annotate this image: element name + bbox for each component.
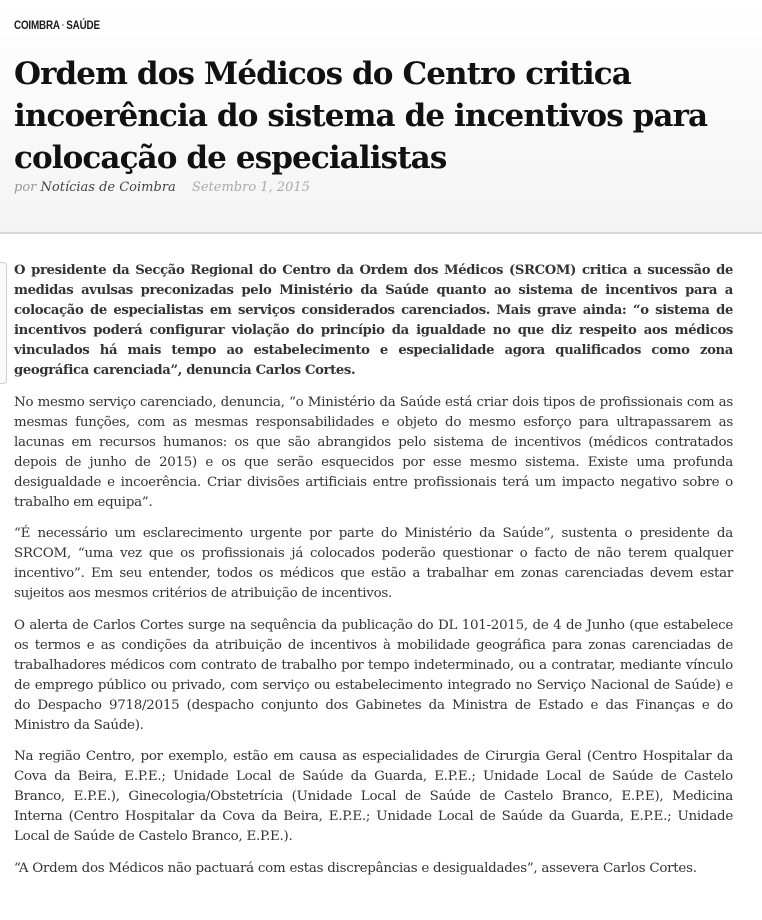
category-separator: ·	[61, 18, 65, 32]
article-paragraph-4: Na região Centro, por exemplo, estão em causa as especialidades de Cirurgia Geral (Centro Hospitalar da Cova da Beira, E.P.E.; Unidade Local de Saúde da Guarda, E.P.E.; Unidade Local de Saúde de Castelo Branco, E.P.E.), Ginecologia/Obstetrícia (Unidade Local de Saúde de Castelo Branco, E.P.E), Medicina Interna (Centro Hospitalar da Cova da Beira, E.P.E.; Unidade Local de Saúde da Guarda, E.P.E.; Unidade Local de Saúde de Castelo Branco, E.P.E.).	[14, 749, 733, 845]
article-byline	[14, 180, 310, 195]
category-breadcrumb	[14, 18, 100, 32]
article-paragraph-3: O alerta de Carlos Cortes surge na sequência da publicação do DL 101-2015, de 4 de Junho (que estabelece os termos e as condições da atribuição de incentivos à mobilidade geográfica para zonas carenciadas de trabalhadores médicos com contrato de trabalho por tempo indeterminado, ou a contratar, mediante vínculo de emprego público ou privado, com serviço ou estabelecimento integrado no Serviço Nacional de Saúde) e do Despacho 9718/2015 (despacho conjunto dos Gabinetes da Ministra de Estado e das Finanças e do Ministro da Saúde).	[14, 617, 733, 733]
article-body	[14, 261, 733, 890]
article-paragraph-1: No mesmo serviço carenciado, denuncia, “o Ministério da Saúde está criar dois tipos de profissionais com as mesmas funções, com as mesmas responsabilidades e objeto do mesmo esforço para ultrapassarem as lacunas em recursos humanos: os que são abrangidos pelo sistema de incentivos (médicos contratados depois de junho de 2015) e os que serão esquecidos por esse mesmo sistema. Existe uma profunda desigualdade e incoerência. Criar divisões artificiais entre profissionais terá um impacto negativo sobre o trabalho em equipa”.	[14, 394, 733, 511]
category-link-coimbra[interactable]: COIMBRA	[14, 18, 60, 32]
article-paragraph-5: “A Ordem dos Médicos não pactuará com estas discrepâncias e desigualdades”, assevera Carlos Cortes.	[14, 860, 697, 876]
article-title: Ordem dos Médicos do Centro critica incoerência do sistema de incentivos para colocação de especialistas	[14, 56, 708, 176]
side-tab-handle[interactable]	[0, 262, 7, 384]
category-link-saude[interactable]: SAÚDE	[66, 18, 100, 32]
byline-prefix: por	[14, 180, 37, 195]
publish-date: Setembro 1, 2015	[191, 180, 310, 195]
author-link[interactable]: Notícias de Coimbra	[40, 180, 176, 195]
article-header	[0, 0, 762, 234]
article-paragraph-2: “É necessário um esclarecimento urgente por parte do Ministério da Saúde”, sustenta o presidente da SRCOM, “uma vez que os profissionais já colocados poderão questionar o facto de não terem qualquer incentivo”. Em seu entender, todos os médicos que estão a trabalhar em zonas carenciadas devem estar sujeitos aos mesmos critérios de atribuição de incentivos.	[14, 526, 733, 602]
article-lead-paragraph: O presidente da Secção Regional do Centro da Ordem dos Médicos (SRCOM) critica a sucessão de medidas avulsas preconizadas pelo Ministério da Saúde quanto ao sistema de incentivos para a colocação de especialistas em serviços considerados carenciados. Mais grave ainda: “o sistema de incentivos poderá configurar violação do princípio da igualdade no que diz respeito aos médicos vinculados há mais tempo ao estabelecimento e especialidade agora qualificados como zona geográfica carenciada”, denuncia Carlos Cortes.	[14, 263, 733, 379]
